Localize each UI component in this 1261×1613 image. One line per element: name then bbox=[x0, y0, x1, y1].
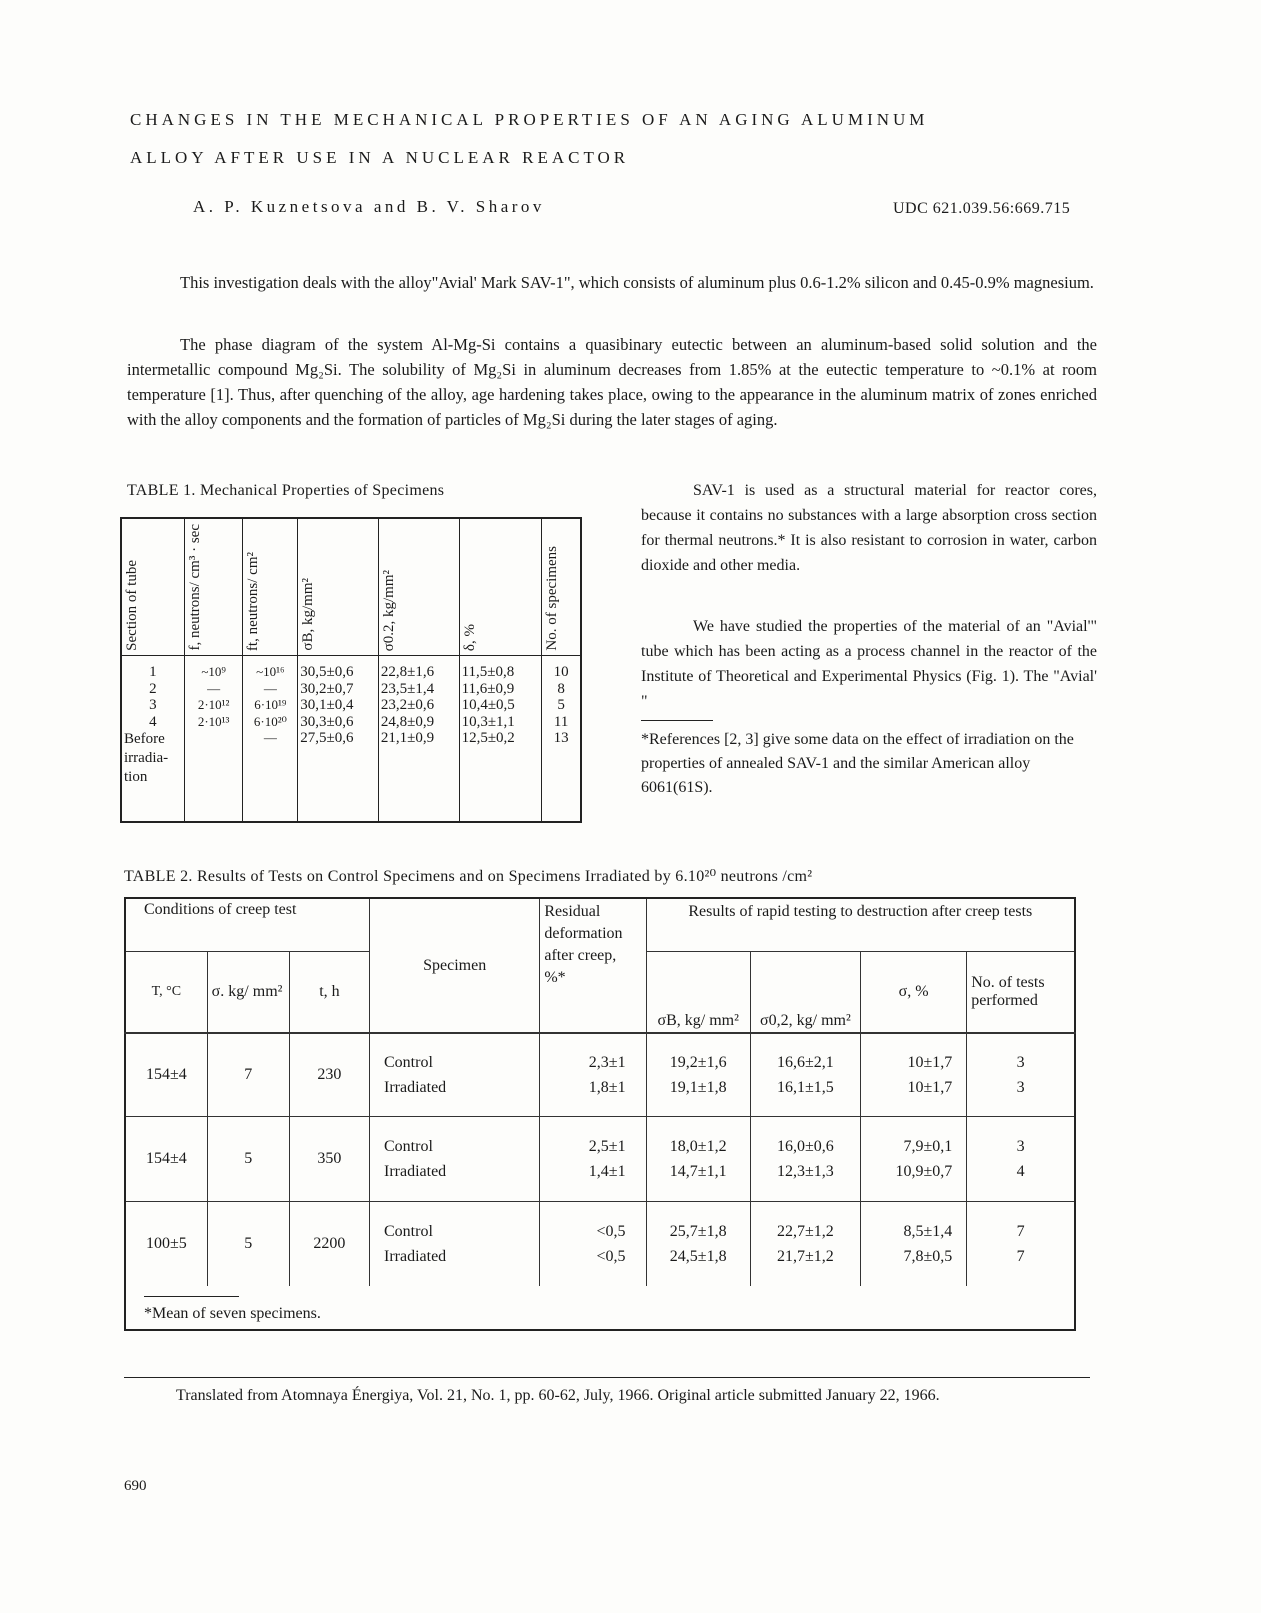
table1-col-flux: ~10⁹ — 2·10¹² 2·10¹³ bbox=[184, 656, 243, 823]
table1-caption: TABLE 1. Mechanical Properties of Specimens bbox=[127, 482, 445, 499]
table2-cell-residual: 2,5±1 1,4±1 bbox=[540, 1117, 646, 1202]
table1-col-sigma-02: 22,8±1,6 23,5±1,4 23,2±0,6 24,8±0,9 21,1±0,9 bbox=[378, 656, 459, 823]
table2-cell-time: 230 bbox=[289, 1033, 369, 1117]
table2-header-stress: σ. kg/ mm² bbox=[207, 952, 289, 1034]
table2-cell-delta: 8,5±1,4 7,8±0,5 bbox=[861, 1202, 967, 1287]
table1-header: σ0.2, kg/mm² bbox=[378, 518, 459, 656]
table2-cell-delta: 10±1,7 10±1,7 bbox=[861, 1033, 967, 1117]
right-paragraph-1: SAV-1 is used as a structural material for reactor cores, because it contains no substances with a large absorption cross section for thermal neutrons.* It is also resistant to corrosion in water, carbon dioxide and other media. bbox=[641, 482, 1097, 574]
table2-header-time: t, h bbox=[289, 952, 369, 1034]
table1-col-delta: 11,5±0,8 11,6±0,9 10,4±0,5 10,3±1,1 12,5±0,2 bbox=[459, 656, 542, 823]
table2-cell-time: 350 bbox=[289, 1117, 369, 1202]
table2-caption: TABLE 2. Results of Tests on Control Specimens and on Specimens Irradiated by 6.10²⁰ neutrons /cm² bbox=[124, 868, 813, 885]
table2-cell-tests: 7 7 bbox=[967, 1202, 1075, 1287]
table2-cell-sigma-b: 19,2±1,6 19,1±1,8 bbox=[646, 1033, 750, 1117]
table2-cell-specimen: Control Irradiated bbox=[370, 1202, 540, 1287]
table1-header: δ, % bbox=[459, 518, 542, 656]
table2-header-row-1 bbox=[125, 898, 1075, 952]
table2-header-results: Results of rapid testing to destruction after creep tests bbox=[646, 898, 1075, 952]
authors: A. P. Kuznetsova and B. V. Sharov bbox=[193, 197, 545, 216]
table1-header: Section of tube bbox=[121, 518, 184, 656]
table1 bbox=[120, 517, 582, 823]
table2-cell-sigma-b: 25,7±1,8 24,5±1,8 bbox=[646, 1202, 750, 1287]
table2-cell-temperature: 100±5 bbox=[145, 1235, 187, 1252]
table1-header-row bbox=[121, 518, 581, 656]
paragraph-1: This investigation deals with the alloy"Avial' Mark SAV-1", which consists of aluminum plus 0.6-1.2% silicon and 0.45-0.9% magnesium. bbox=[180, 273, 1094, 292]
paragraph-2: The phase diagram of the system Al-Mg-Si contains a quasibinary eutectic between an aluminum-based solid solution and the intermetallic compound Mg₂Si. The solubility of Mg₂Si in aluminum decreases from 1.85% at the eutectic temperature to ~0.1% at room temperature [1]. Thus, after quenching of the alloy, age hardening takes place, owing to the appearance in the aluminum matrix of zones enriched with the alloy components and the formation of particles of Mg₂Si during the later stages of aging. bbox=[127, 335, 1097, 429]
table2-cell-sigma-02: 16,0±0,6 12,3±1,3 bbox=[750, 1117, 860, 1202]
table2 bbox=[124, 897, 1076, 1331]
table2-cell-sigma-b: 18,0±1,2 14,7±1,1 bbox=[646, 1117, 750, 1202]
table2-header-sigma-b: σB, kg/ mm² bbox=[646, 952, 750, 1034]
table2-group-row bbox=[125, 1033, 1075, 1117]
table2-cell-temperature: 154±4 bbox=[125, 1033, 207, 1117]
table2-cell-residual: <0,5 <0,5 bbox=[540, 1202, 646, 1287]
table2-cell-specimen: Control Irradiated bbox=[370, 1117, 540, 1202]
table1-header: No. of specimens bbox=[542, 518, 581, 656]
table1-col-count: 10 8 5 11 13 bbox=[542, 656, 581, 823]
translation-note: Translated from Atomnaya Énergiya, Vol. 21, No. 1, pp. 60-62, July, 1966. Original article submitted January 22, 1966. bbox=[176, 1387, 940, 1404]
table2-header-specimen: Specimen bbox=[370, 898, 540, 1033]
table2-cell-sigma-02: 16,6±2,1 16,1±1,5 bbox=[750, 1033, 860, 1117]
table2-cell-specimen: Control Irradiated bbox=[370, 1033, 540, 1117]
table2-cell-stress: 5 bbox=[207, 1117, 289, 1202]
table1-header: σB, kg/mm² bbox=[298, 518, 379, 656]
table2-cell-residual: 2,3±1 1,8±1 bbox=[540, 1033, 646, 1117]
table2-cell-tests: 3 3 bbox=[967, 1033, 1075, 1117]
table2-cell-tests: 3 4 bbox=[967, 1117, 1075, 1202]
table2-group-row bbox=[125, 1202, 1075, 1287]
table2-header-temperature: T, °C bbox=[125, 952, 207, 1034]
table2-header-residual: Residual deformation after creep, %* bbox=[540, 898, 646, 1033]
table2-cell-stress: 5 bbox=[207, 1202, 289, 1287]
table2-footnote-row bbox=[125, 1286, 1075, 1330]
title-line-1: CHANGES IN THE MECHANICAL PROPERTIES OF AN AGING ALUMINUM bbox=[130, 110, 929, 129]
table2-cell-temperature: 154±4 bbox=[125, 1117, 207, 1202]
table2-footnote-rule bbox=[144, 1296, 239, 1297]
footer-rule bbox=[124, 1377, 1090, 1378]
table2-cell-time: 2200 bbox=[289, 1202, 369, 1287]
table1-col-section: 1 2 3 4 Before irradia-tion bbox=[121, 656, 184, 823]
table2-footnote-cell bbox=[125, 1286, 1075, 1330]
table2-header-sigma-02: σ0,2, kg/ mm² bbox=[750, 952, 860, 1034]
right-footnote: *References [2, 3] give some data on the effect of irradiation on the properties of annealed SAV-1 and the similar American alloy 6061(61S). bbox=[641, 731, 1074, 796]
table2-cell-sigma-02: 22,7±1,2 21,7±1,2 bbox=[750, 1202, 860, 1287]
table2-header-delta: σ, % bbox=[861, 952, 967, 1034]
title-line-2: ALLOY AFTER USE IN A NUCLEAR REACTOR bbox=[130, 148, 630, 167]
table1-body-row bbox=[121, 656, 581, 823]
udc-code: UDC 621.039.56:669.715 bbox=[893, 200, 1071, 217]
table2-cell-stress: 7 bbox=[207, 1033, 289, 1117]
table2-group-row bbox=[125, 1117, 1075, 1202]
table2-footnote: *Mean of seven specimens. bbox=[144, 1305, 321, 1322]
right-footnote-rule bbox=[641, 720, 713, 721]
table2-header-tests: No. of tests performed bbox=[967, 952, 1075, 1034]
page-number: 690 bbox=[124, 1478, 147, 1494]
table1-header: f, neutrons/ cm³ · sec bbox=[184, 518, 243, 656]
table2-cell-delta: 7,9±0,1 10,9±0,7 bbox=[861, 1117, 967, 1202]
table2-header-conditions: Conditions of creep test bbox=[125, 898, 370, 952]
table1-col-fluence: ~10¹⁶ — 6·10¹⁹ 6·10²⁰ — bbox=[243, 656, 298, 823]
right-paragraph-2: We have studied the properties of the material of an "Avial'" tube which has been acting as a process channel in the reactor of the Institute of Theoretical and Experimental Physics (Fig. 1). The "Avial' " bbox=[641, 618, 1097, 710]
table1-col-sigma-b: 30,5±0,6 30,2±0,7 30,1±0,4 30,3±0,6 27,5±0,6 bbox=[298, 656, 379, 823]
table1-header: ft, neutrons/ cm² bbox=[243, 518, 298, 656]
